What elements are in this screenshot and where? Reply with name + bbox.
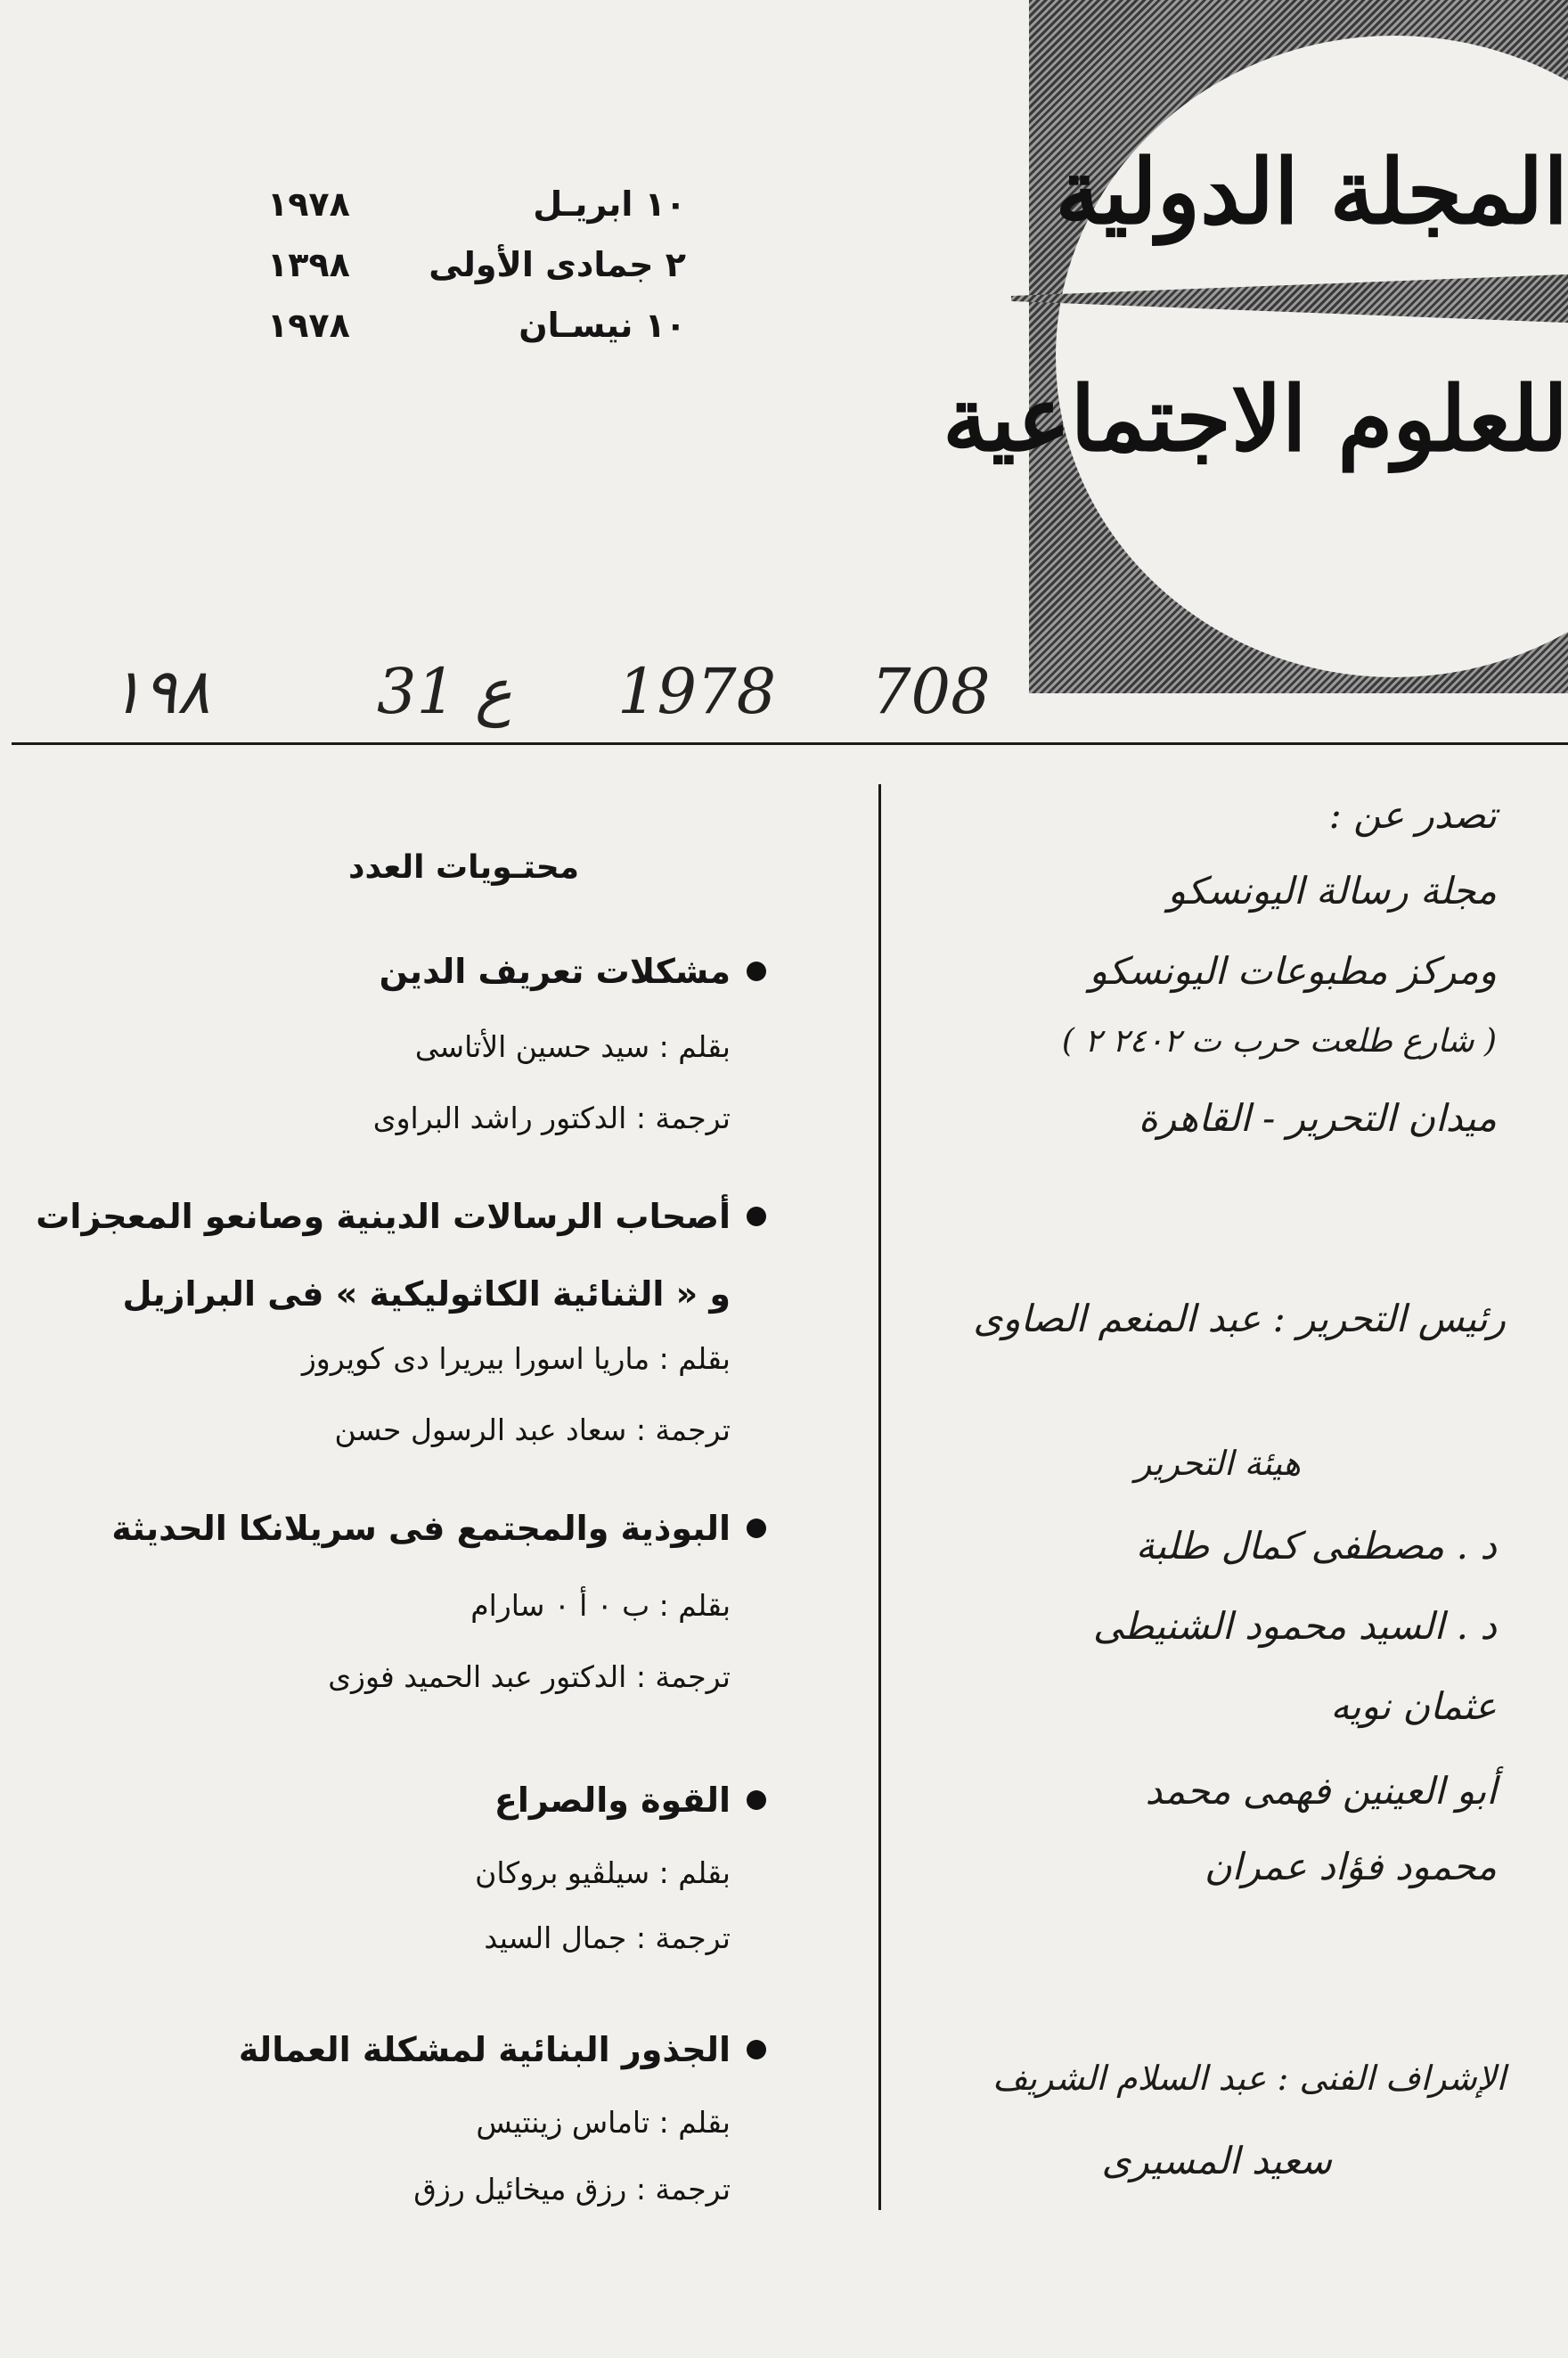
bullet-icon xyxy=(747,962,766,981)
article-author: بقلم : ب ٠ أ ٠ سارام xyxy=(470,1588,731,1623)
editor-in-chief: رئيس التحرير : عبد المنعم الصاوى xyxy=(973,1297,1506,1340)
date-syriac xyxy=(267,295,686,356)
horizontal-divider xyxy=(12,742,1568,745)
handwritten-note-a: 708 xyxy=(871,655,991,728)
article-entry xyxy=(0,2030,766,2069)
art-direction-assistant: سعيد المسيرى xyxy=(1101,2139,1332,2182)
publisher-line: مجلة رسالة اليونسكو xyxy=(1167,869,1497,913)
article-entry xyxy=(0,1197,766,1236)
board-member: عثمان نويه xyxy=(1330,1684,1497,1728)
date-day: ١٠ ابريـل xyxy=(533,184,686,224)
article-translator: ترجمة : الدكتور راشد البراوى xyxy=(372,1101,731,1135)
date-gregorian xyxy=(267,174,686,234)
date-year: ١٩٧٨ xyxy=(267,184,350,224)
article-title: القوة والصراع xyxy=(0,1781,766,1820)
article-author: بقلم : سيلڤيو بروكان xyxy=(475,1855,731,1890)
board-member: د . السيد محمود الشنيطى xyxy=(1092,1604,1497,1648)
article-translator: ترجمة : جمال السيد xyxy=(484,1920,731,1955)
article-author: بقلم : تاماس زينتيس xyxy=(476,2105,731,2140)
article-translator: ترجمة : سعاد عبد الرسول حسن xyxy=(334,1412,731,1447)
contents-heading: محتـويات العدد xyxy=(348,849,579,886)
article-title: الجذور البنائية لمشكلة العمالة xyxy=(0,2030,766,2069)
date-hijri xyxy=(267,234,686,295)
issue-dates xyxy=(267,174,686,356)
date-year: ١٩٧٨ xyxy=(267,306,350,345)
article-author: بقلم : سيد حسين الأتاسى xyxy=(414,1029,731,1064)
article-entry xyxy=(0,1781,766,1820)
publisher-heading: تصدر عن : xyxy=(1328,793,1497,837)
masthead-title-line2: للعلوم الاجتماعية xyxy=(943,366,1568,471)
handwritten-note-e: ١٩٨ xyxy=(110,655,210,728)
article-entry xyxy=(0,952,766,991)
handwritten-note-b: 1978 xyxy=(617,655,777,728)
article-translator: ترجمة : الدكتور عبد الحميد فوزى xyxy=(328,1659,731,1694)
date-year: ١٣٩٨ xyxy=(267,245,350,284)
bullet-icon xyxy=(747,1790,766,1810)
publisher-line: ومركز مطبوعات اليونسكو xyxy=(1089,949,1497,993)
article-entry xyxy=(0,1509,766,1548)
column-divider xyxy=(878,784,881,2210)
editorial-board-heading: هيئة التحرير xyxy=(1134,1444,1301,1483)
handwritten-note-d: 31 xyxy=(377,655,457,728)
publisher-location: ميدان التحرير - القاهرة xyxy=(1138,1096,1497,1140)
article-title: البوذية والمجتمع فى سريلانكا الحديثة xyxy=(0,1509,766,1548)
bullet-icon xyxy=(747,1519,766,1538)
handwritten-note-c: ع xyxy=(475,655,512,728)
article-title: مشكلات تعريف الدين xyxy=(0,952,766,991)
masthead-circle xyxy=(1056,36,1568,677)
masthead-logo xyxy=(943,0,1568,693)
masthead-title-line1: المجلة الدولية xyxy=(1055,139,1568,244)
article-title: أصحاب الرسالات الدينية وصانعو المعجزات xyxy=(0,1197,766,1236)
article-author: بقلم : ماريا اسورا بيريرا دى كويروز xyxy=(301,1341,731,1376)
board-member: د . مصطفى كمال طلبة xyxy=(1135,1524,1497,1568)
article-title-continued: و « الثنائية الكاثوليكية » فى البرازيل xyxy=(122,1274,731,1314)
art-direction: الإشراف الفنى : عبد السلام الشريف xyxy=(992,2059,1506,2098)
board-member: محمود فؤاد عمران xyxy=(1204,1845,1497,1888)
board-member: أبو العينين فهمى محمد xyxy=(1145,1769,1497,1813)
article-translator: ترجمة : رزق ميخائيل رزق xyxy=(413,2172,731,2207)
publisher-address: ( شارع طلعت حرب ت ٢٤٠٢ ٢ ) xyxy=(1061,1023,1497,1060)
date-day: ٢ جمادى الأولى xyxy=(429,245,686,284)
date-day: ١٠ نيسـان xyxy=(519,306,686,345)
bullet-icon xyxy=(747,1207,766,1226)
bullet-icon xyxy=(747,2040,766,2059)
